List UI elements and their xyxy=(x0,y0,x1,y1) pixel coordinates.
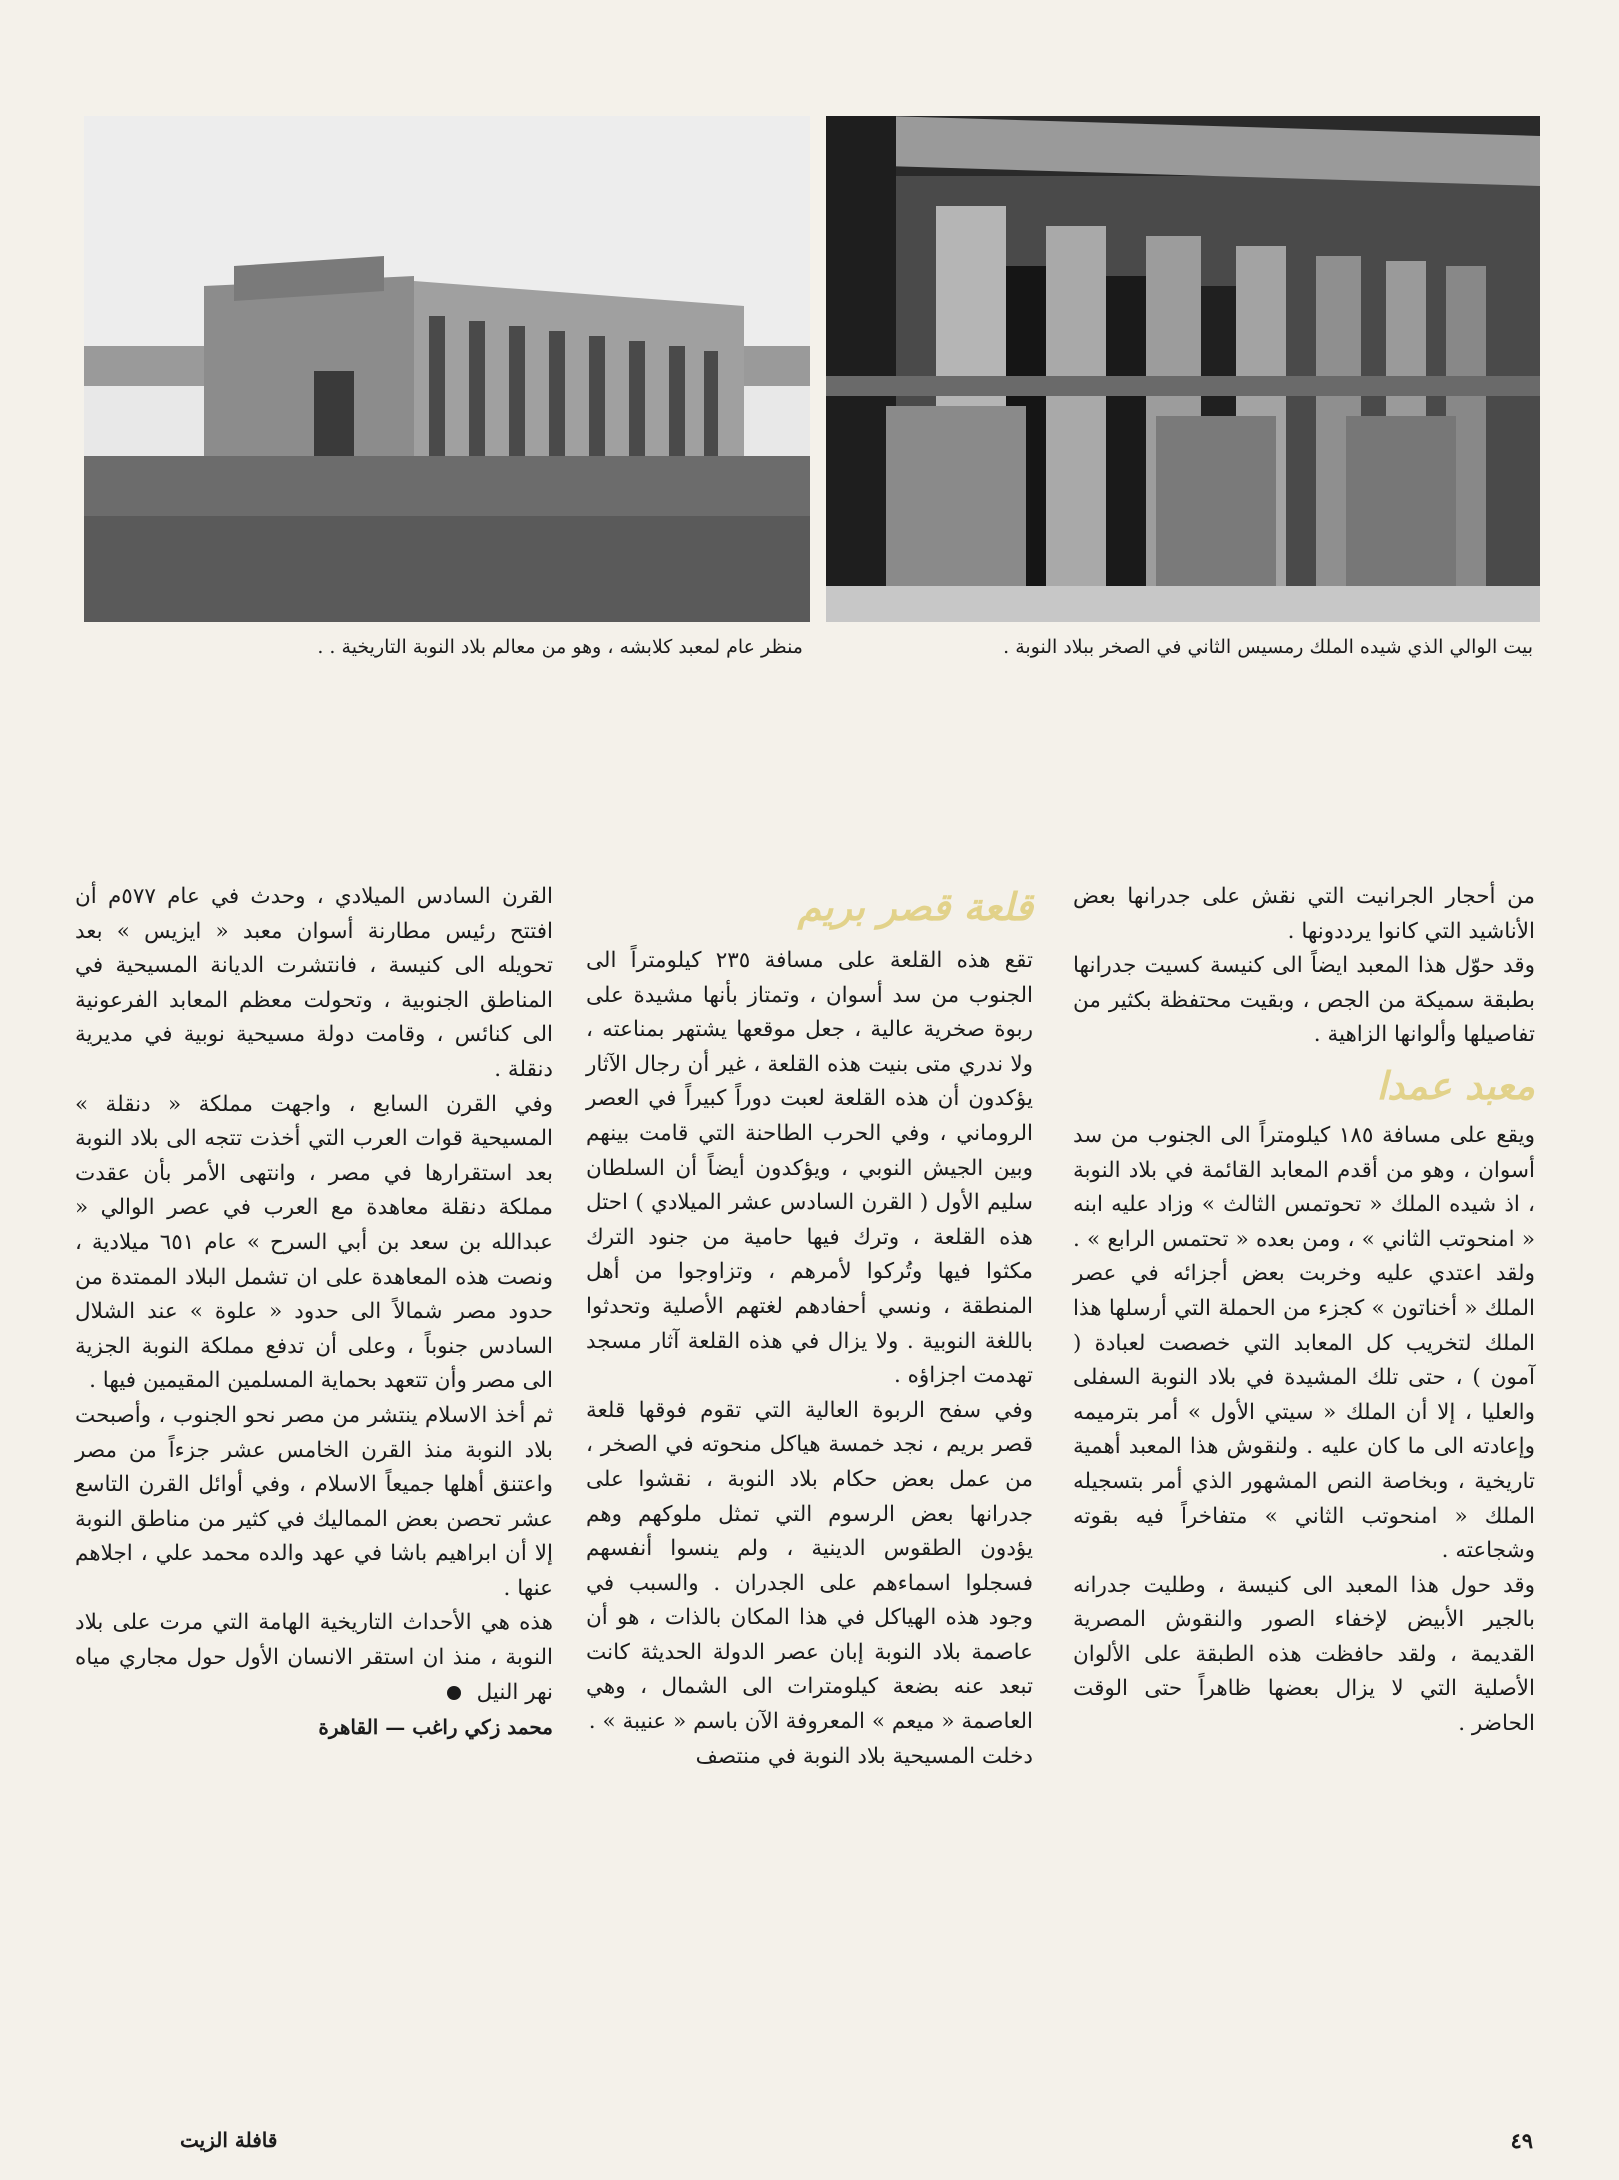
paragraph: وقد حوّل هذا المعبد ايضاً الى كنيسة كسيت جدرانها بطبقة سميكة من الجص ، وبقيت محتفظة بكثير من تفاصيلها وألوانها الزاهية . xyxy=(1073,953,1535,1048)
photo-caption-left: منظر عام لمعبد كلابشه ، وهو من معالم بلاد النوبة التاريخية . . xyxy=(317,636,803,658)
paragraph-text: هذه هي الأحداث التاريخية الهامة التي مرت على بلاد النوبة ، منذ ان استقر الانسان الأول حول مجاري مياه نهر النيل xyxy=(75,1610,553,1705)
paragraph: وقد حول هذا المعبد الى كنيسة ، وطليت جدرانه بالجير الأبيض لإخفاء الصور والنقوش المصرية القديمة ، ولقد حافظت هذه الطبقة على الألوان الأصلية التي لا يزال بعضها ظاهراً حتى الوقت الحاضر . xyxy=(1073,1572,1535,1737)
end-of-article-icon xyxy=(447,1686,461,1700)
author-signature: محمد زكي راغب — القاهرة xyxy=(318,1715,553,1740)
section-heading-amada: معبد عمدا xyxy=(1376,1063,1535,1108)
article-column-middle xyxy=(586,880,1033,1774)
photo-beit-el-wali xyxy=(826,116,1540,622)
paragraph-final xyxy=(75,1606,553,1710)
photo-caption-right: بيت الوالي الذي شيده الملك رمسيس الثاني في الصخر ببلاد النوبة . xyxy=(1003,636,1533,658)
magazine-name: قافلة الزيت xyxy=(180,2128,278,2152)
section-heading-qasr-ibrim: قلعة قصر بريم xyxy=(797,885,1033,929)
paragraph: القرن السادس الميلادي ، وحدث في عام ٥٧٧م أن افتتح رئيس مطارنة أسوان معبد « ايزيس » بعد تحويله الى كنيسة ، فانتشرت الديانة المسيحية في المناطق الجنوبية ، وتحولت معظم المعابد الفرعونية الى كنائس ، وقامت دولة مسيحية نوبية في مديرية دنقلة . xyxy=(75,884,553,1082)
paragraph: وفي سفح الربوة العالية التي تقوم فوقها قلعة قصر بريم ، نجد خمسة هياكل منحوته في الصخر ، من عمل بعض حكام بلاد النوبة ، نقشوا على جدرانها بعض الرسوم التي تمثل ملوكهم وهم يؤدون الطقوس الدينية ، ولم ينسوا أنفسهم فسجلوا اسماءهم على الجدران . والسبب في وجود هذه الهياكل في هذا المكان بالذات ، هو أن عاصمة بلاد النوبة إبان عصر الدولة الحديثة كانت تبعد عنه بضعة كيلومترات الى الشمال ، وهي العاصمة « ميعم » المعروفة الآن باسم « عنيبة » . xyxy=(586,1397,1033,1735)
paragraph: ويقع على مسافة ١٨٥ كيلومتراً الى الجنوب من سد أسوان ، وهو من أقدم المعابد القائمة في بلاد النوبة ، اذ شيده الملك « تحوتمس الثالث » وزاد عليه ابنه « امنحوتب الثاني » ، ومن بعده « تحتمس الرابع » . ولقد اعتدي عليه وخربت بعض أجزائه في عصر الملك « أخناتون » كجزء من الحملة التي أرسلها هذا الملك لتخريب كل المعابد التي خصصت لعبادة ( آمون ) ، حتى تلك المشيدة في بلاد النوبة السفلى والعليا ، إلا أن الملك « سيتي الأول » أمر بترميمه وإعادته الى ما كان عليه . ولنقوش هذا المعبد أهمية تاريخية ، وبخاصة النص المشهور الذي أمر بتسجيله الملك « امنحوتب الثاني » متفاخراً فيه بقوته وشجاعته . xyxy=(1073,1122,1535,1564)
article-column-right xyxy=(1073,880,1535,1742)
paragraph: دخلت المسيحية بلاد النوبة في منتصف xyxy=(695,1743,1033,1769)
page-number: ٤٩ xyxy=(1510,2128,1533,2153)
article-column-left xyxy=(75,880,553,1745)
paragraph: ثم أخذ الاسلام ينتشر من مصر نحو الجنوب ، وأصبحت بلاد النوبة منذ القرن الخامس عشر جزءاً من مصر واعتنق أهلها جميعاً الاسلام ، وفي أوائل القرن التاسع عشر تحصن بعض المماليك في كثير من مناطق النوبة إلا أن ابراهيم باشا في عهد والده محمد علي ، اجلاهم عنها . xyxy=(75,1402,553,1601)
photo-kalabsha-temple xyxy=(84,116,810,622)
paragraph: وفي القرن السابع ، واجهت مملكة « دنقلة » المسيحية قوات العرب التي أخذت تتجه الى بلاد النوبة بعد استقرارها في مصر ، وانتهى الأمر بأن عقدت مملكة دنقلة معاهدة مع العرب في عصر الوالي « عبدالله بن سعد بن أبي السرح » عام ٦٥١ ميلادية ، ونصت هذه المعاهدة على ان تشمل البلاد الممتدة من حدود مصر شمالاً الى حدود « علوة » عند الشلال السادس جنوباً ، وعلى أن تدفع مملكة النوبة الجزية الى مصر وأن تتعهد بحماية المسلمين المقيمين فيها . xyxy=(75,1091,553,1394)
paragraph: تقع هذه القلعة على مسافة ٢٣٥ كيلومتراً الى الجنوب من سد أسوان ، وتمتاز بأنها مشيدة على ربوة صخرية عالية ، جعل موقعها يشتهر بمناعته ، ولا ندري متى بنيت هذه القلعة ، غير أن رجال الآثار يؤكدون أن هذه القلعة لعبت دوراً كبيراً في العصر الروماني ، وفي الحرب الطاحنة التي قامت بينهم وبين الجيش النوبي ، ويؤكدون أيضاً أن السلطان سليم الأول ( القرن السادس عشر الميلادي ) احتل هذه القلعة ، وترك فيها حامية من جنود الترك مكثوا فيها وتُركوا لأمرهم ، وتزاوجوا من أهل المنطقة ، ونسي أحفادهم لغتهم الأصلية وتحدثوا باللغة النوبية . ولا يزال في هذه القلعة آثار مسجد تهدمت اجزاؤه . xyxy=(586,948,1033,1389)
paragraph: من أحجار الجرانيت التي نقش على جدرانها بعض الأناشيد التي كانوا يرددونها . xyxy=(1073,884,1535,944)
